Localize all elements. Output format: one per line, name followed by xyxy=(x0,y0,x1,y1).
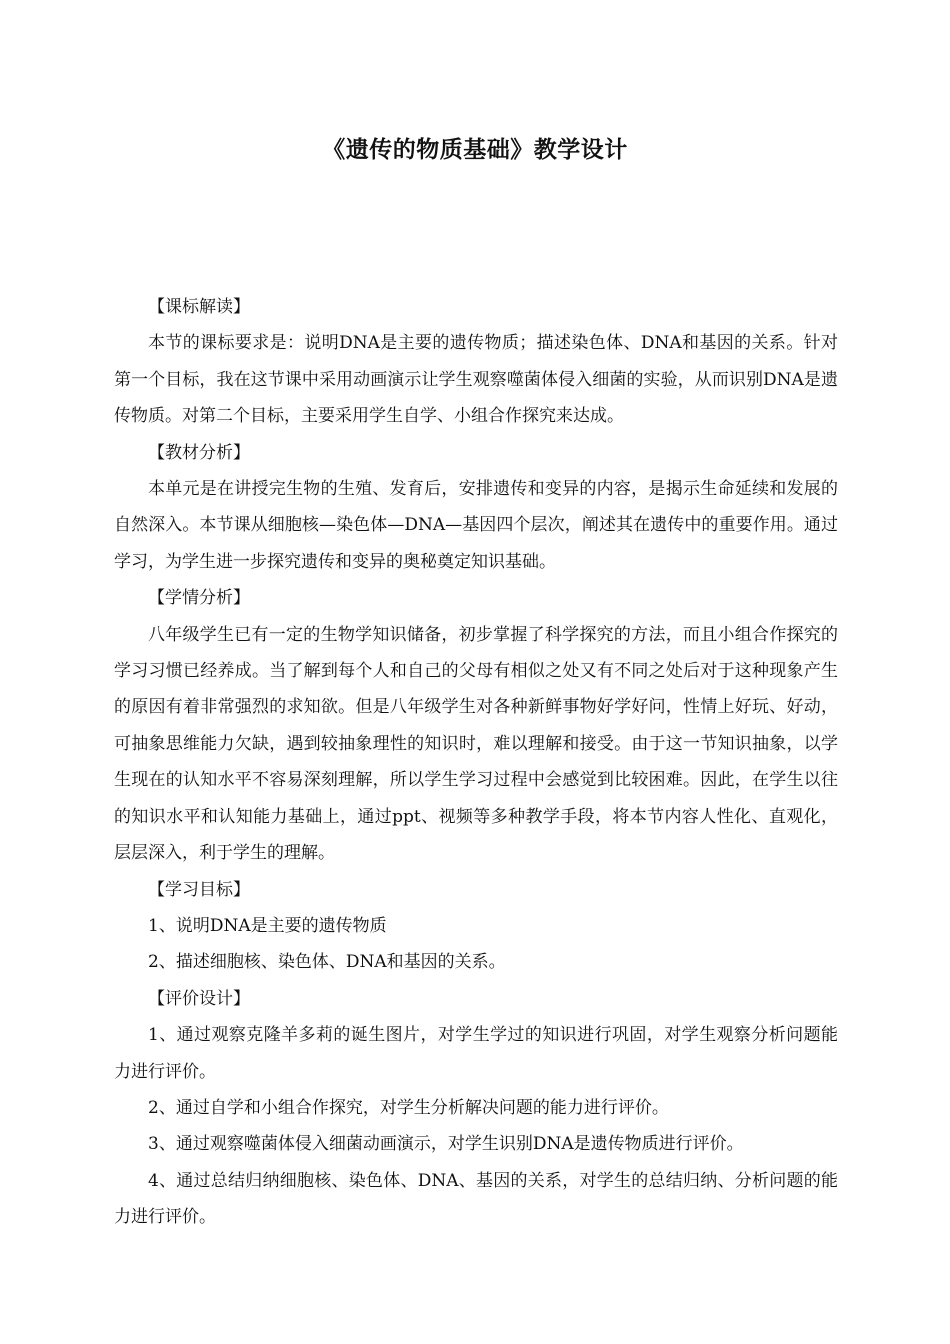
section-heading-textbook: 【教材分析】 xyxy=(148,442,250,463)
objective-item: 2、描述细胞核、染色体、DNA和基因的关系。 xyxy=(148,952,506,973)
objective-item: 1、说明DNA是主要的遗传物质 xyxy=(148,915,387,936)
section-heading-objectives: 【学习目标】 xyxy=(148,879,250,900)
paragraph-curriculum: 本节的课标要求是：说明DNA是主要的遗传物质；描述染色体、DNA和基因的关系。针对第一个目标，我在这节课中采用动画演示让学生观察噬菌体侵入细菌的实验，从而识别DNA是遗传物质。对第二个目标，主要采用学生自学、小组合作探究来达成。 xyxy=(114,333,838,427)
document-title: 《遗传的物质基础》教学设计 xyxy=(322,137,628,163)
section-heading-students: 【学情分析】 xyxy=(148,588,250,609)
evaluation-item: 3、通过观察噬菌体侵入细菌动画演示，对学生识别DNA是遗传物质进行评价。 xyxy=(148,1134,744,1155)
document-body xyxy=(114,289,838,1236)
paragraph-textbook: 本单元是在讲授完生物的生殖、发育后，安排遗传和变异的内容，是揭示生命延续和发展的自然深入。本节课从细胞核—染色体—DNA—基因四个层次，阐述其在遗传中的重要作用。通过学习，为学生进一步探究遗传和变异的奥秘奠定知识基础。 xyxy=(114,479,838,572)
evaluation-item: 4、通过总结归纳细胞核、染色体、DNA、基因的关系，对学生的总结归纳、分析问题的能力进行评价。 xyxy=(114,1170,838,1228)
paragraph-students: 八年级学生已有一定的生物学知识储备，初步掌握了科学探究的方法，而且小组合作探究的学习习惯已经养成。当了解到每个人和自己的父母有相似之处又有不同之处后对于这种现象产生的原因有着非常强烈的求知欲。但是八年级学生对各种新鲜事物好学好问，性情上好玩、好动，可抽象思维能力欠缺，遇到较抽象理性的知识时，难以理解和接受。由于这一节知识抽象，以学生现在的认知水平不容易深刻理解，所以学生学习过程中会感觉到比较困难。因此，在学生以往的知识水平和认知能力基础上，通过ppt、视频等多种教学手段，将本节内容人性化、直观化，层层深入，利于学生的理解。 xyxy=(114,624,838,864)
evaluation-item: 2、通过自学和小组合作探究，对学生分析解决问题的能力进行评价。 xyxy=(148,1097,669,1118)
section-heading-curriculum: 【课标解读】 xyxy=(148,297,250,317)
evaluation-item: 1、通过观察克隆羊多莉的诞生图片，对学生学过的知识进行巩固，对学生观察分析问题能力进行评价。 xyxy=(114,1025,838,1082)
section-heading-evaluation: 【评价设计】 xyxy=(148,988,250,1009)
